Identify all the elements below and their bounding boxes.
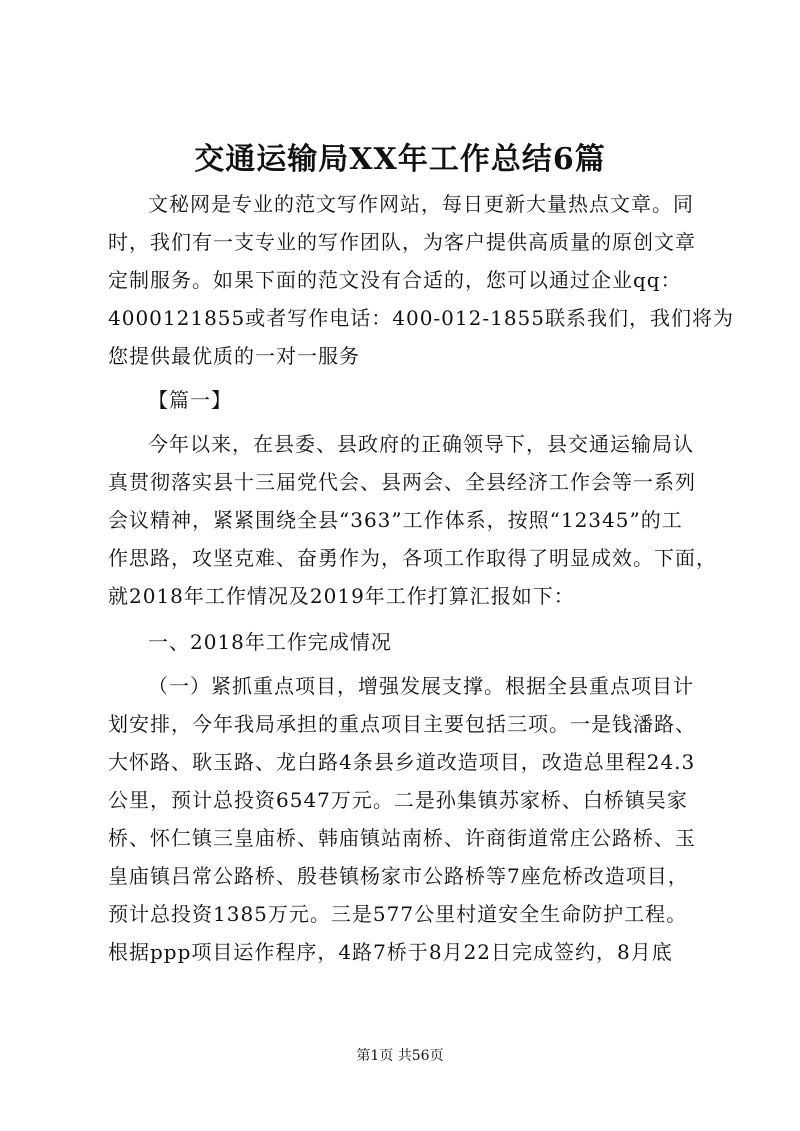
para1-line-4: 作思路，攻坚克难、奋勇作为，各项工作取得了明显成效。下面， (108, 546, 717, 570)
para2-line-8: 根据ppp项目运作程序，4路7桥于8月22日完成签约，8月底 (108, 940, 673, 964)
intro-line-1: 文秘网是专业的范文写作网站，每日更新大量热点文章。同 (148, 192, 694, 216)
page-number-footer: 第1页 共56页 (356, 1048, 444, 1064)
para2-line-5: 桥、怀仁镇三皇庙桥、韩庙镇站南桥、许商街道常庄公路桥、玉 (108, 826, 696, 850)
para1-line-3: 会议精神，紧紧围绕全县“363”工作体系，按照“12345”的工 (108, 508, 683, 532)
para2-line-7: 预计总投资1385万元。三是577公里村道安全生命防护工程。 (108, 902, 688, 926)
para2-line-4: 公里，预计总投资6547万元。二是孙集镇苏家桥、白桥镇吴家 (108, 788, 688, 812)
document-title: 交通运输局XX年工作总结6篇 (194, 142, 606, 177)
para1-line-2: 真贯彻落实县十三届党代会、县两会、全县经济工作会等一系列 (108, 470, 696, 494)
intro-line-2: 时，我们有一支专业的写作团队，为客户提供高质量的原创文章 (108, 230, 696, 254)
intro-line-4: 4000121855或者写作电话：400-012-1855联系我们，我们将为 (108, 306, 735, 330)
para2-line-2: 划安排，今年我局承担的重点项目主要包括三项。一是钱潘路、 (108, 712, 696, 736)
para2-line-6: 皇庙镇吕常公路桥、殷巷镇杨家市公路桥等7座危桥改造项目， (108, 864, 689, 888)
intro-line-3: 定制服务。如果下面的范文没有合适的，您可以通过企业qq： (108, 268, 682, 292)
subheading: 一、2018年工作完成情况 (148, 630, 392, 654)
para2-line-3: 大怀路、耿玉路、龙白路4条县乡道改造项目，改造总里程24.3 (108, 750, 696, 774)
para1-line-1: 今年以来，在县委、县政府的正确领导下，县交通运输局认 (148, 432, 694, 456)
section-heading: 【篇一】 (148, 388, 232, 412)
para1-line-5: 就2018年工作情况及2019年工作打算汇报如下： (108, 584, 575, 608)
intro-line-5: 您提供最优质的一对一服务 (108, 344, 360, 368)
para2-line-1: （一）紧抓重点项目，增强发展支撑。根据全县重点项目计 (148, 674, 694, 698)
